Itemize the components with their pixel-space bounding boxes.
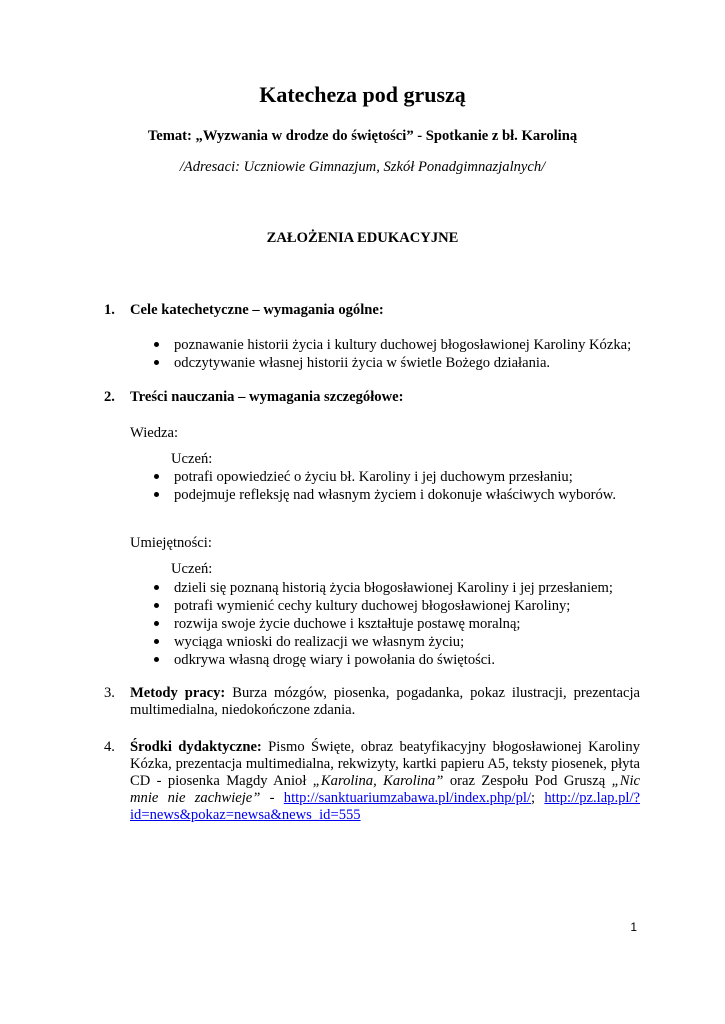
- bullet-icon: [152, 634, 160, 651]
- section-heading: ZAŁOŻENIA EDUKACYJNE: [266, 230, 459, 246]
- section-4-label: Środki dydaktyczne:: [130, 739, 262, 755]
- list-item: potrafi opowiedzieć o życiu bł. Karoliny i jej duchowym przesłaniu;: [174, 469, 573, 485]
- section-1-number: 1.: [104, 302, 115, 318]
- bullet-icon: [152, 337, 160, 354]
- list-item: odkrywa własną drogę wiary i powołania do świętości.: [174, 652, 495, 668]
- song-title-karolina: „Karolina, Karolina”: [312, 773, 444, 789]
- bullet-icon: [152, 487, 160, 504]
- bullet-icon: [152, 355, 160, 372]
- song-title-nic-mnie: „Nic mnie nie zachwieje”: [130, 773, 640, 806]
- bullet-icon: [152, 616, 160, 633]
- list-item: rozwija swoje życie duchowe i kształtuje postawę moralną;: [174, 616, 521, 632]
- section-3-label: Metody pracy:: [130, 685, 226, 701]
- knowledge-student-label: Uczeń:: [171, 451, 213, 467]
- list-item: podejmuje refleksję nad własnym życiem i dokonuje właściwych wyborów.: [174, 487, 617, 503]
- section-4-separator: ;: [531, 790, 545, 806]
- section-4-text: Pismo Święte, obraz beatyfikacyjny błogosławionej Karoliny Kózka, prezentacja multimedialna, rekwizyty, kartki papieru A5, teksty piosenek, płyta CD - piosenka Magdy Anioł: [130, 739, 640, 789]
- section-4-number: 4.: [104, 739, 115, 755]
- sanktuarium-link[interactable]: http://sanktuariumzabawa.pl/index.php/pl/: [283, 790, 532, 806]
- list-item: odczytywanie własnej historii życia w świetle Bożego działania.: [174, 355, 551, 371]
- bullet-icon: [152, 469, 160, 486]
- section-1-label: Cele katechetyczne – wymagania ogólne:: [130, 302, 384, 318]
- section-3-number: 3.: [104, 685, 115, 701]
- list-item: potrafi wymienić cechy kultury duchowej błogosławionej Karoliny;: [174, 598, 571, 614]
- section-4-text-2: oraz Zespołu Pod Gruszą: [443, 773, 612, 789]
- section-2-number: 2.: [104, 389, 115, 405]
- pz-lap-link[interactable]: http://pz.lap.pl/?id=news&pokaz=newsa&news_id=555: [130, 790, 640, 823]
- document-topic: Temat: „Wyzwania w drodze do świętości” - Spotkanie z bł. Karoliną: [147, 128, 578, 144]
- knowledge-label: Wiedza:: [130, 425, 179, 441]
- section-3-paragraph: [130, 685, 640, 719]
- list-item: dzieli się poznaną historią życia błogosławionej Karoliny i jej przesłaniem;: [174, 580, 613, 596]
- skills-student-label: Uczeń:: [171, 561, 213, 577]
- section-3-text: Burza mózgów, piosenka, pogadanka, pokaz ilustracji, prezentacja multimedialna, niedokończone zdania.: [130, 685, 640, 718]
- document-title: Katecheza pod gruszą: [259, 82, 466, 107]
- section-4-paragraph: [130, 739, 640, 824]
- page-number: 1: [630, 920, 637, 934]
- bullet-icon: [152, 652, 160, 669]
- skills-label: Umiejętności:: [130, 535, 212, 551]
- list-item: poznawanie historii życia i kultury duchowej błogosławionej Karoliny Kózka;: [174, 337, 632, 353]
- bullet-icon: [152, 580, 160, 597]
- list-item: wyciąga wnioski do realizacji we własnym życiu;: [174, 634, 465, 650]
- section-4-dash: -: [260, 790, 284, 806]
- section-2-label: Treści nauczania – wymagania szczegółowe:: [130, 389, 404, 405]
- document-addressees: /Adresaci: Uczniowie Gimnazjum, Szkół Ponadgimnazjalnych/: [179, 159, 546, 175]
- bullet-icon: [152, 598, 160, 615]
